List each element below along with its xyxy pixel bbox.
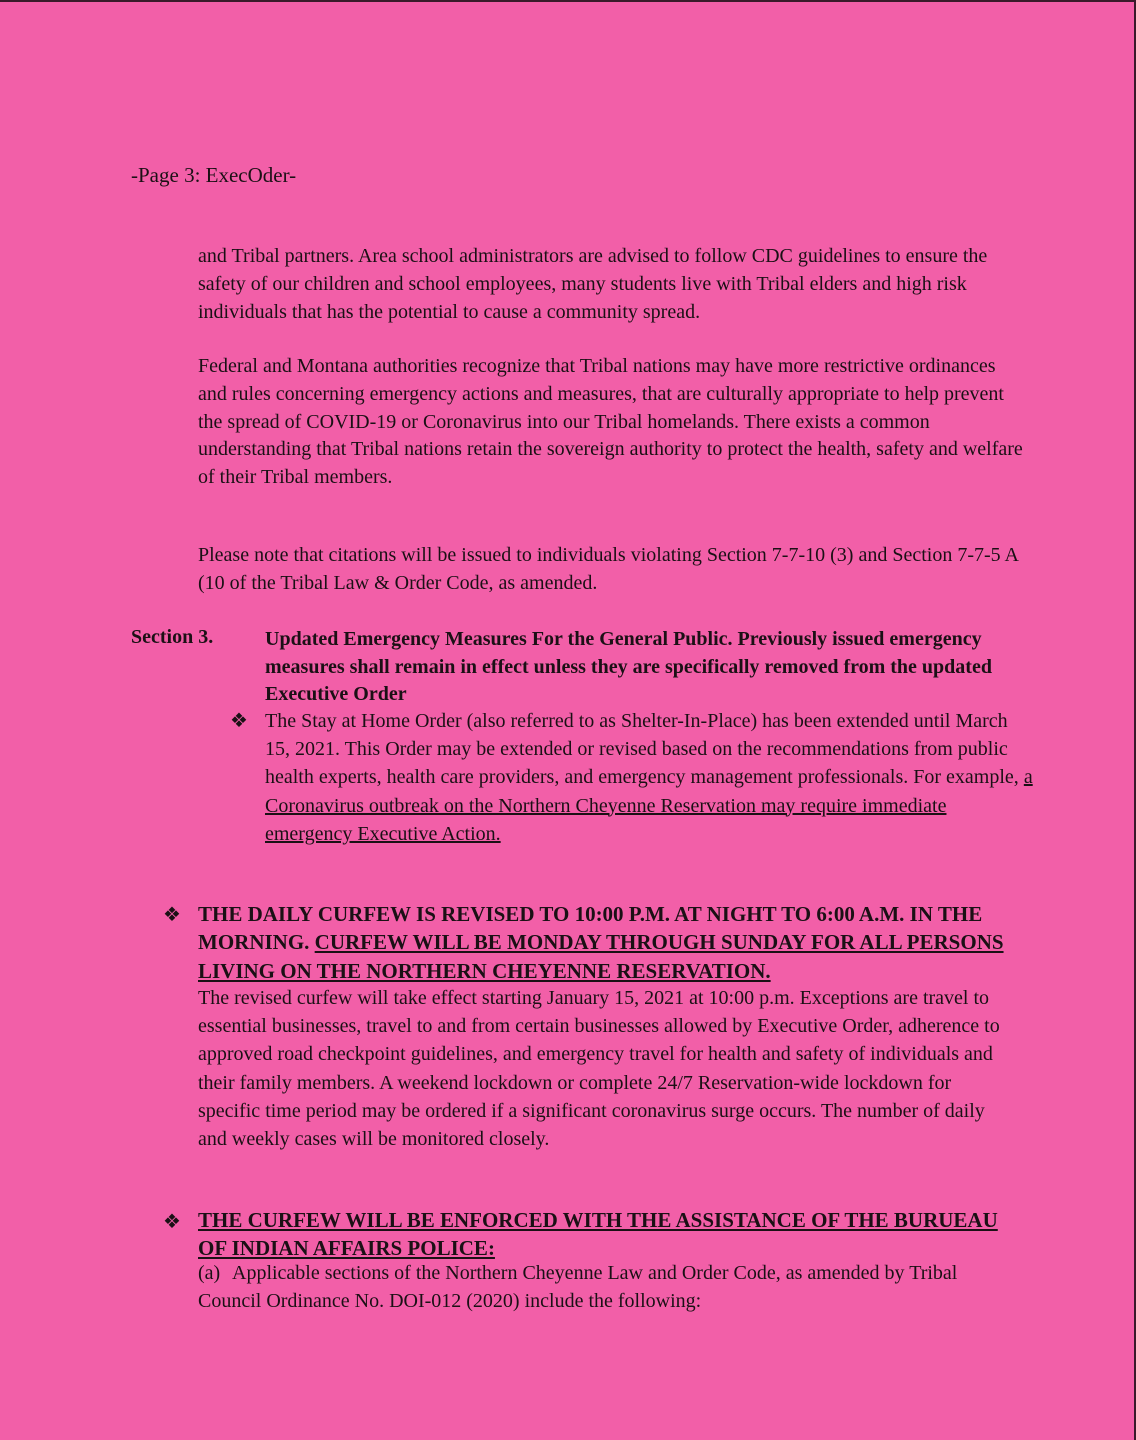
- curfew-heading: [198, 900, 1018, 985]
- page-header: -Page 3: ExecOder-: [131, 163, 297, 187]
- curfew-heading-underlined: CURFEW WILL BE MONDAY THROUGH SUNDAY FOR ALL PERSONS LIVING ON THE NORTHERN CHEYENNE RESERVATION.: [198, 930, 1004, 983]
- bullet-diamond-icon: ❖: [163, 904, 181, 926]
- bullet-diamond-icon: ❖: [230, 710, 248, 732]
- list-item-a-label: (a): [198, 1262, 221, 1284]
- list-item-a-text: Applicable sections of the Northern Cheyenne Law and Order Code, as amended by Tribal Council Ordinance No. DOI-012 (2020) include the following:: [198, 1262, 958, 1312]
- bullet-stay-at-home: [265, 707, 1035, 848]
- curfew-body: The revised curfew will take effect starting January 15, 2021 at 10:00 p.m. Exceptions are travel to essential businesses, travel to and from certain businesses allowed by Executive Order, adherence to approved road checkpoint guidelines, and emergency travel for health and safety of individuals and their family members. A weekend lockdown or complete 24/7 Reservation-wide lockdown for specific time period may be ordered if a significant coronavirus surge occurs. The number of daily and weekly cases will be monitored closely.: [198, 987, 1000, 1151]
- curfew-heading-plain: THE DAILY CURFEW IS REVISED TO 10:00 P.M. AT NIGHT TO 6:00 A.M. IN THE MORNING.: [198, 902, 983, 955]
- paragraph-school-guidelines: and Tribal partners. Area school administrators are advised to follow CDC guidelines to ensure the safety of our children and school employees, many students live with Tribal elders and high risk individuals that has the potential to cause a community spread.: [198, 245, 988, 323]
- paragraph-citations-notice: Please note that citations will be issued to individuals violating Section 7-7-10 (3) and Section 7-7-5 A (10 of the Tribal Law & Order Code, as amended.: [198, 544, 1018, 594]
- section-3-label: Section 3.: [131, 626, 214, 648]
- bullet-diamond-icon: ❖: [163, 1211, 181, 1233]
- stay-at-home-text: The Stay at Home Order (also referred to as Shelter-In-Place) has been extended until March 15, 2021. This Order may be extended or revised based on the recommendations from public health experts, health care providers, and emergency management professionals. For example,: [265, 710, 1024, 789]
- section-3-heading: Updated Emergency Measures For the General Public. Previously issued emergency measures shall remain in effect unless they are specifically removed from the updated Executive Order: [265, 628, 992, 706]
- stay-at-home-underlined: a Coronavirus outbreak on the Northern Cheyenne Reservation may require immediate emergency Executive Action.: [265, 766, 1033, 845]
- paragraph-tribal-sovereignty: Federal and Montana authorities recognize that Tribal nations may have more restrictive ordinances and rules concerning emergency actions and measures, that are culturally appropriate to help prevent the spread of COVID-19 or Coronavirus into our Tribal homelands. There exists a common understanding that Tribal nations retain the sovereign authority to protect the health, safety and welfare of their Tribal members.: [198, 355, 1023, 489]
- list-item-a: [198, 1259, 1018, 1315]
- curfew-enforcement-heading: THE CURFEW WILL BE ENFORCED WITH THE ASSISTANCE OF THE BURUEAU OF INDIAN AFFAIRS POLICE:: [198, 1208, 998, 1261]
